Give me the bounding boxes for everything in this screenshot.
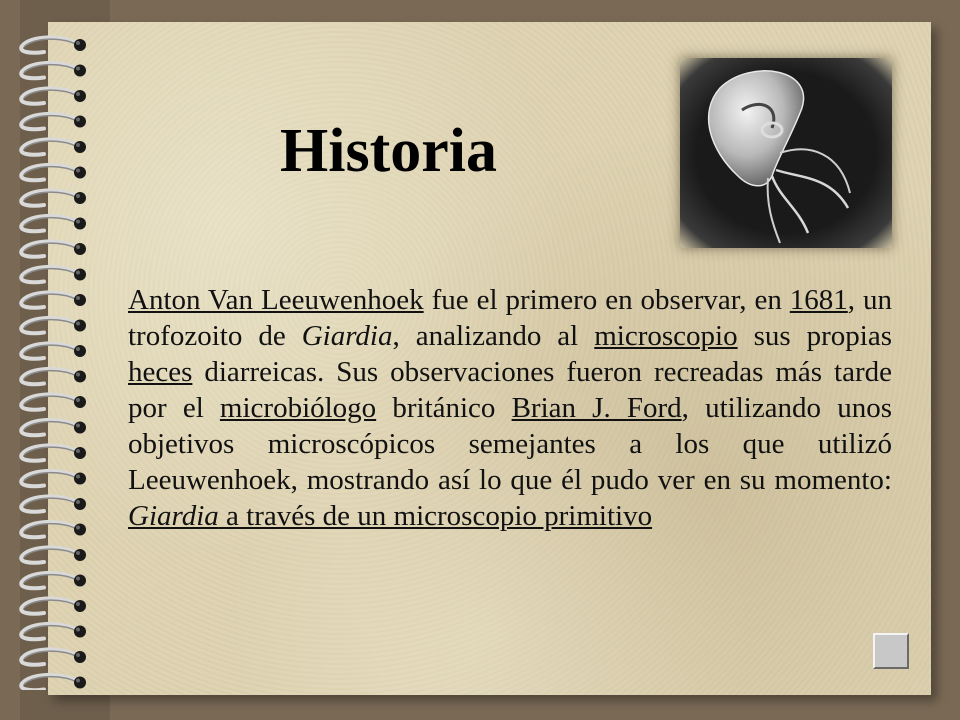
- paragraph-text: fue el primero en observar, en: [423, 284, 790, 316]
- binding-ring: [21, 369, 86, 384]
- history-paragraph: [128, 282, 892, 534]
- binding-ring: [21, 649, 86, 664]
- binding-ring: [21, 318, 86, 333]
- binding-ring: [21, 37, 86, 52]
- paragraph-text: diarreicas. Sus observaciones fueron recreadas más tarde por el: [128, 356, 892, 424]
- spiral-binding-icon: [0, 30, 110, 690]
- binding-ring: [21, 496, 86, 511]
- binding-ring: [21, 420, 86, 435]
- paragraph-link[interactable]: a través de un microscopio primitivo: [218, 500, 653, 532]
- paragraph-link[interactable]: heces: [128, 356, 193, 388]
- binding-ring: [21, 471, 86, 486]
- paragraph-link[interactable]: Brian J. Ford: [511, 392, 682, 424]
- binding-ring: [21, 522, 86, 537]
- binding-ring: [21, 675, 86, 690]
- binding-ring: [21, 267, 86, 282]
- binding-ring: [21, 241, 86, 256]
- paragraph-link[interactable]: microscopio: [594, 320, 738, 352]
- binding-ring: [21, 292, 86, 307]
- paragraph-text: , utilizando unos objetivos microscópicos semejantes a los que utilizó Leeuwenhoek, mostrando así lo que él pudo ver en su momento:: [128, 392, 893, 496]
- binding-ring: [21, 394, 86, 409]
- giardia-image-icon: [680, 58, 892, 248]
- paragraph-text: británico: [376, 392, 512, 424]
- paragraph-text: , un trofozoito de: [128, 284, 892, 352]
- binding-ring: [21, 573, 86, 588]
- binding-ring: [21, 190, 86, 205]
- giardia-photo: [680, 58, 892, 248]
- binding-ring: [21, 343, 86, 358]
- binding-ring: [21, 88, 86, 103]
- binding-ring: [21, 165, 86, 180]
- paragraph-text: sus propias: [737, 320, 892, 352]
- binding-ring: [21, 445, 86, 460]
- paragraph-link[interactable]: microbiólogo: [219, 392, 377, 424]
- paragraph-text: , analizando al: [392, 320, 595, 352]
- page-title: Historia: [280, 117, 497, 185]
- binding-ring: [21, 114, 86, 129]
- paragraph-link[interactable]: Giardia: [128, 500, 219, 532]
- paragraph-link[interactable]: 1681: [789, 284, 848, 316]
- binding-ring: [21, 547, 86, 562]
- paragraph-text: Giardia: [301, 320, 393, 352]
- next-slide-button[interactable]: [873, 633, 909, 669]
- paragraph-link[interactable]: Anton Van Leeuwenhoek: [128, 284, 424, 316]
- binding-ring: [21, 624, 86, 639]
- binding-ring: [21, 63, 86, 78]
- binding-ring: [21, 139, 86, 154]
- binding-ring: [21, 598, 86, 613]
- binding-ring: [21, 216, 86, 231]
